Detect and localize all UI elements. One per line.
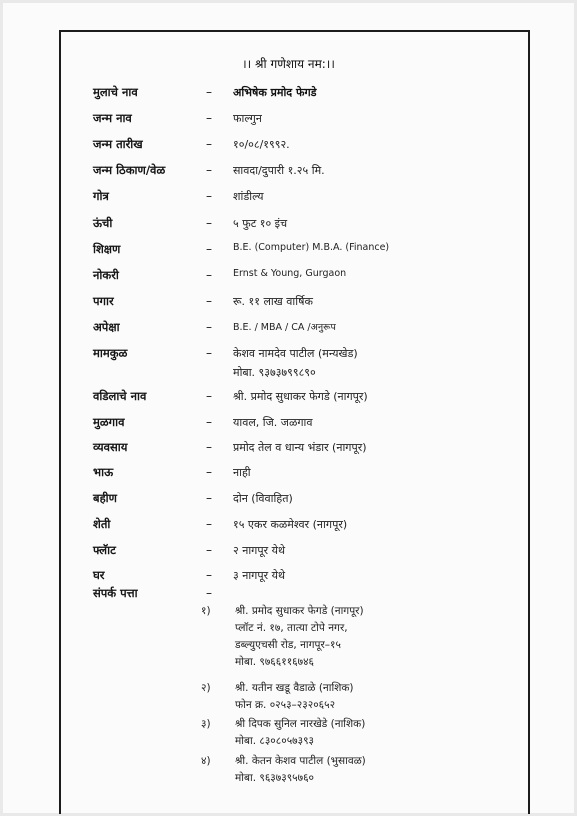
field-value: १५ एकर कळमेश्वर (नागपूर) xyxy=(233,518,348,531)
field-value: ३ नागपूर येथे xyxy=(233,569,286,582)
biodata-row xyxy=(3,586,574,604)
biodata-row xyxy=(3,268,574,286)
biodata-row xyxy=(3,111,574,129)
field-value: १०/०८/१९९२. xyxy=(233,138,290,151)
biodata-row xyxy=(3,415,574,433)
biodata-row xyxy=(3,517,574,535)
contact-line: श्री. यतीन खडू वैडाळे (नाशिक) xyxy=(235,682,354,694)
field-value: ५ फुट १० इंच xyxy=(233,217,288,230)
field-label: मुळगाव xyxy=(93,415,125,429)
field-value: श्री. प्रमोद सुधाकर फेगडे (नागपूर) xyxy=(233,390,368,403)
field-value: सावदा/दुपारी १.२५ मि. xyxy=(233,164,325,177)
invocation-header: ।। श्री गणेशाय नम:।। xyxy=(242,57,335,71)
contact-number: ४) xyxy=(201,755,211,767)
field-value: शांडील्य xyxy=(233,190,264,203)
field-value: B.E. / MBA / CA /अनुरूप xyxy=(233,322,336,333)
field-value: B.E. (Computer) M.B.A. (Finance) xyxy=(233,242,390,253)
field-value: Ernst & Young, Gurgaon xyxy=(233,268,347,279)
contact-line: प्लॉट नं. १७, तात्या टोपे नगर, xyxy=(235,622,348,634)
biodata-row xyxy=(3,465,574,483)
separator-dash: – xyxy=(206,163,212,177)
field-label: मुलाचे नाव xyxy=(93,85,138,99)
separator-dash: – xyxy=(206,586,212,600)
field-label: शिक्षण xyxy=(93,242,121,256)
field-value-line2: मोबा. ९३७३७९९८९० xyxy=(233,366,316,379)
field-label: ऊंची xyxy=(93,216,113,230)
biodata-row xyxy=(3,346,574,379)
field-label: संपर्क पत्ता xyxy=(93,586,138,600)
field-value: प्रमोद तेल व धान्य भंडार (नागपूर) xyxy=(233,441,367,454)
field-label: घर xyxy=(93,568,105,582)
field-label: मामकुळ xyxy=(93,346,128,360)
biodata-row xyxy=(3,216,574,234)
biodata-row xyxy=(3,543,574,561)
field-label: गोत्र xyxy=(93,189,109,203)
biodata-row xyxy=(3,242,574,260)
biodata-row xyxy=(3,491,574,509)
biodata-row xyxy=(3,163,574,181)
separator-dash: – xyxy=(206,189,212,203)
field-value: नाही xyxy=(233,466,251,479)
biodata-row xyxy=(3,294,574,312)
separator-dash: – xyxy=(206,543,212,557)
contact-number: २) xyxy=(201,682,211,694)
separator-dash: – xyxy=(206,568,212,582)
field-label: बहीण xyxy=(93,491,117,505)
separator-dash: – xyxy=(206,346,212,360)
biodata-row xyxy=(3,568,574,586)
separator-dash: – xyxy=(206,216,212,230)
separator-dash: – xyxy=(206,137,212,151)
field-value: फाल्गुन xyxy=(233,112,262,125)
separator-dash: – xyxy=(206,517,212,531)
contact-line: मोबा. ८३०८०५७३९३ xyxy=(235,735,314,747)
separator-dash: – xyxy=(206,415,212,429)
biodata-row xyxy=(3,389,574,407)
field-label: शेती xyxy=(93,517,111,531)
separator-dash: – xyxy=(206,320,212,334)
contact-line: मोबा. ९७६६११६७४६ xyxy=(235,656,314,668)
field-label: वडिलाचे नाव xyxy=(93,389,147,403)
separator-dash: – xyxy=(206,111,212,125)
separator-dash: – xyxy=(206,242,212,256)
separator-dash: – xyxy=(206,85,212,99)
contact-line: फोन क्र. ०२५३–२३२०६५२ xyxy=(235,699,336,711)
biodata-row xyxy=(3,320,574,338)
contact-line: मोबा. ९६३७३९५७६० xyxy=(235,772,314,784)
field-label: जन्म नाव xyxy=(93,111,132,125)
biodata-row xyxy=(3,85,574,103)
biodata-row xyxy=(3,440,574,458)
separator-dash: – xyxy=(206,465,212,479)
contact-line: डब्ल्युएचसी रोड, नागपूर–१५ xyxy=(235,639,341,651)
biodata-row xyxy=(3,137,574,155)
separator-dash: – xyxy=(206,440,212,454)
separator-dash: – xyxy=(206,389,212,403)
contact-number: १) xyxy=(201,605,211,617)
document-page xyxy=(3,3,574,813)
field-value: २ नागपूर येथे xyxy=(233,544,286,557)
separator-dash: – xyxy=(206,294,212,308)
field-value: केशव नामदेव पाटील (मन्यखेड) xyxy=(233,347,358,360)
contact-line: श्री. प्रमोद सुधाकर फेगडे (नागपूर) xyxy=(235,605,364,617)
contact-line: श्री. केतन केशव पाटील (भुसावळ) xyxy=(235,755,366,767)
contact-number: ३) xyxy=(201,718,211,730)
field-label: जन्म ठिकाण/वेळ xyxy=(93,163,166,177)
field-label: फ्लॅाट xyxy=(93,543,116,557)
field-label: अपेक्षा xyxy=(93,320,120,334)
field-label: भाऊ xyxy=(93,465,114,479)
separator-dash: – xyxy=(206,491,212,505)
field-value: अभिषेक प्रमोद फेगडे xyxy=(233,86,317,99)
biodata-row xyxy=(3,189,574,207)
contact-line: श्री दिपक सुनिल नारखेडे (नाशिक) xyxy=(235,718,366,730)
field-value: दोन (विवाहित) xyxy=(233,492,293,505)
field-label: नोकरी xyxy=(93,268,119,282)
field-label: पगार xyxy=(93,294,114,308)
field-value: यावल, जि. जळगाव xyxy=(233,416,313,429)
separator-dash: – xyxy=(206,268,212,282)
field-label: जन्म तारीख xyxy=(93,137,143,151)
field-value: रू. ११ लाख वार्षिक xyxy=(233,295,313,308)
field-label: व्यवसाय xyxy=(93,440,128,454)
